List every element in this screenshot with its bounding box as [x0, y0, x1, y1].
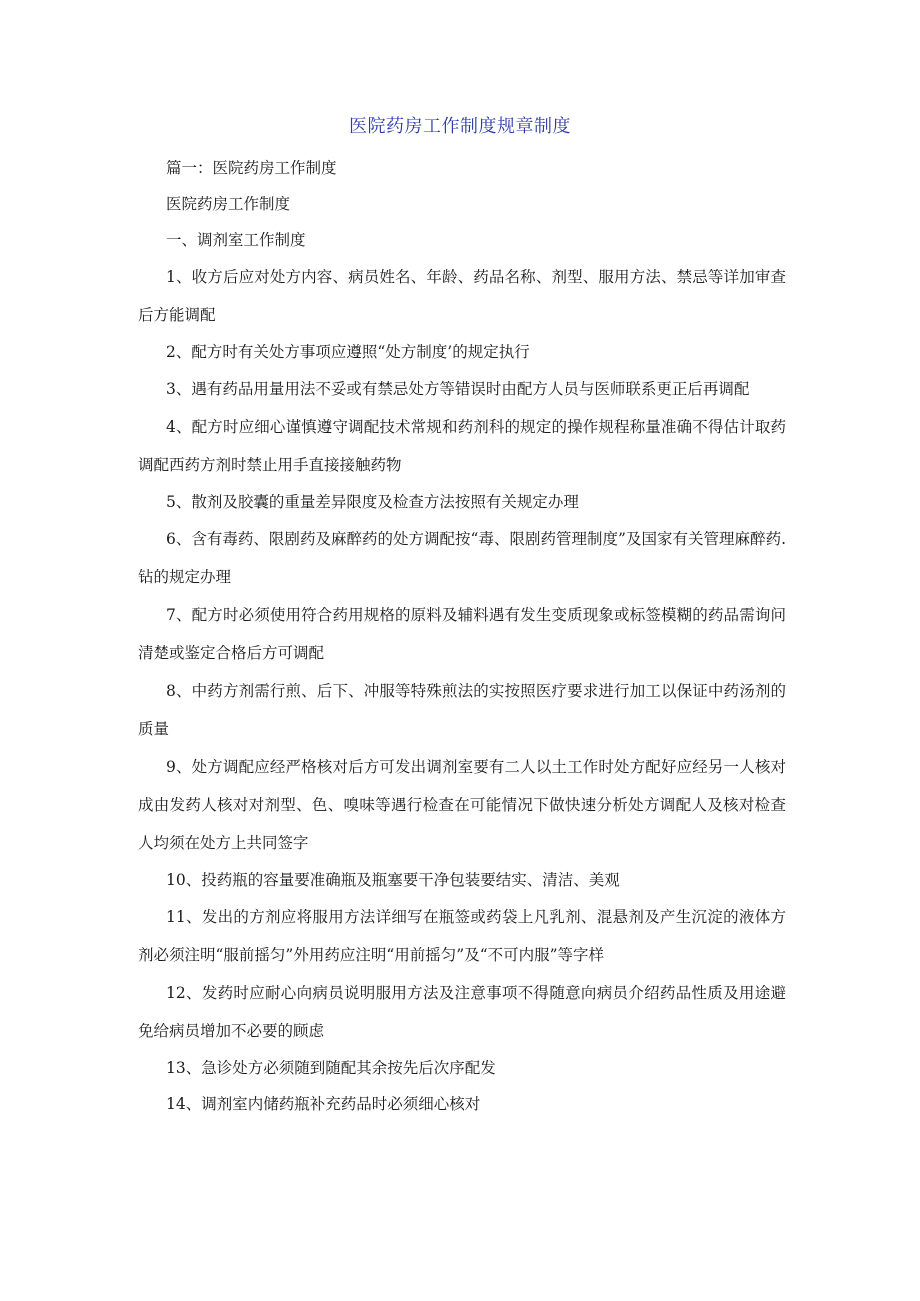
rule-paragraph: 2、配方时有关处方事项应遵照“处方制度’的规定执行 [166, 343, 530, 361]
rule-paragraph: 13、急诊处方必须随到随配其余按先后次序配发 [166, 1059, 496, 1077]
rule-paragraph: 8、中药方剂需行煎、后下、冲服等特殊煎法的实按照医疗要求进行加工以保证中药汤剂的质量 [138, 682, 786, 738]
rule-paragraph: 1、收方后应对处方内容、病员姓名、年龄、药品名称、剂型、服用方法、禁忌等详加审查后方能调配 [138, 268, 786, 324]
chapter-heading: 一、调剂室工作制度 [166, 231, 306, 249]
rule-paragraph: 6、含有毒药、限剧药及麻醉药的处方调配按“毒、限剧药管理制度”及国家有关管理麻醉药.钻的规定办理 [138, 530, 786, 586]
rule-paragraph: 3、遇有药品用量用法不妥或有禁忌处方等错误时由配方人员与医师联系更正后再调配 [166, 380, 750, 398]
document-title: 医院药房工作制度规章制度 [349, 116, 571, 137]
subsection-heading: 医院药房工作制度 [166, 195, 291, 213]
rule-paragraph: 12、发药时应耐心向病员说明服用方法及注意事项不得随意向病员介绍药品性质及用途避免给病员增加不必要的顾虑 [138, 984, 786, 1040]
rule-paragraph: 4、配方时应细心谨慎遵守调配技术常规和药剂科的规定的操作规程称量准确不得估计取药调配西药方剂时禁止用手直接接触药物 [138, 418, 786, 474]
rule-paragraph: 10、投药瓶的容量要准确瓶及瓶塞要干净包装要结实、清洁、美观 [166, 871, 620, 889]
rule-paragraph: 7、配方时必须使用符合药用规格的原料及辅料遇有发生变质现象或标签模糊的药品需询问清楚或鉴定合格后方可调配 [138, 606, 786, 662]
document-body [138, 150, 786, 1122]
section-heading: 篇一：医院药房工作制度 [166, 159, 337, 177]
rule-paragraph: 11、发出的方剂应将服用方法详细写在瓶签或药袋上凡乳剂、混悬剂及产生沉淀的液体方剂必须注明“服前摇匀”外用药应注明“用前摇匀”及“不可内服”等字样 [138, 908, 786, 964]
rule-paragraph: 9、处方调配应经严格核对后方可发出调剂室要有二人以土工作时处方配好应经另一人核对成由发药人核对对剂型、色、嗅味等遇行检查在可能情况下做快速分析处方调配人及核对检查人均须在处方上共同签字 [138, 758, 786, 852]
rule-paragraph: 14、调剂室内储药瓶补充药品时必须细心核对 [166, 1095, 481, 1113]
rule-paragraph: 5、散剂及胶囊的重量差异限度及检查方法按照有关规定办理 [166, 493, 579, 511]
